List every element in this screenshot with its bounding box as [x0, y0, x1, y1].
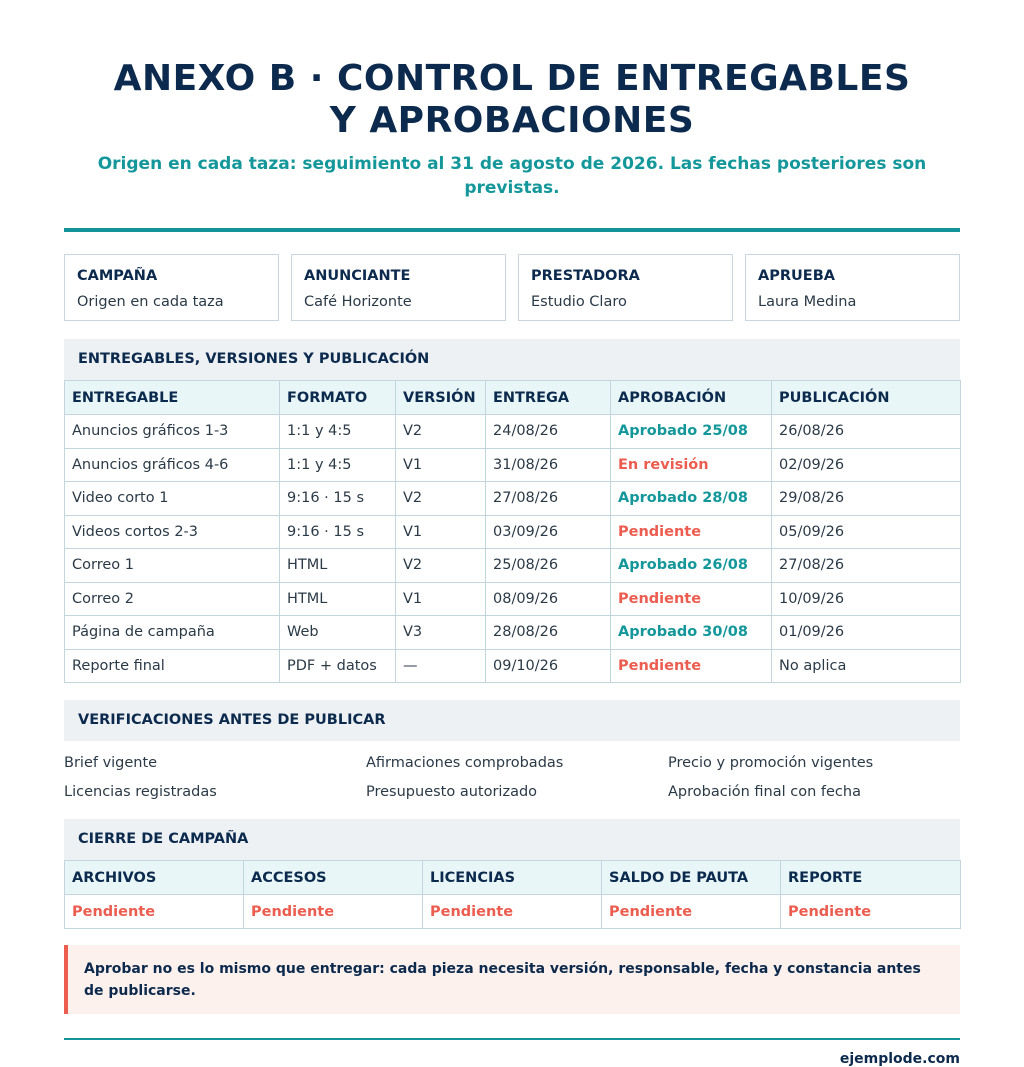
table-row	[65, 895, 961, 929]
status-cell: Pendiente	[423, 895, 602, 929]
cell-delivery: 24/08/26	[486, 415, 611, 449]
cell-version: V1	[396, 515, 486, 549]
column-header: ENTREGABLE	[65, 381, 280, 415]
cell-format: HTML	[280, 582, 396, 616]
column-header: LICENCIAS	[423, 861, 602, 895]
status-cell: Pendiente	[65, 895, 244, 929]
table-row	[65, 448, 961, 482]
section-heading-checks: VERIFICACIONES ANTES DE PUBLICAR	[64, 700, 960, 741]
cell-delivery: 28/08/26	[486, 616, 611, 650]
cell-approval: Aprobado 30/08	[611, 616, 772, 650]
cell-delivery: 03/09/26	[486, 515, 611, 549]
column-header: ENTREGA	[486, 381, 611, 415]
cell-delivery: 09/10/26	[486, 649, 611, 683]
cell-version: —	[396, 649, 486, 683]
table-row	[65, 649, 961, 683]
check-item: Afirmaciones comprobadas	[366, 755, 564, 771]
card-campaign	[64, 254, 279, 321]
cell-approval: En revisión	[611, 448, 772, 482]
subtitle: Origen en cada taza: seguimiento al 31 de agosto de 2026. Las fechas posteriores son previstas.	[97, 154, 927, 198]
cell-publication: 10/09/26	[772, 582, 961, 616]
cell-publication: 02/09/26	[772, 448, 961, 482]
table-row	[65, 616, 961, 650]
card-value: Estudio Claro	[531, 294, 627, 310]
cell-format: 9:16 · 15 s	[280, 482, 396, 516]
footer-divider	[64, 1038, 960, 1040]
cell-format: PDF + datos	[280, 649, 396, 683]
document-page	[64, 0, 960, 1067]
column-header: PUBLICACIÓN	[772, 381, 961, 415]
cell-deliverable: Página de campaña	[65, 616, 280, 650]
cell-format: Web	[280, 616, 396, 650]
cell-format: 1:1 y 4:5	[280, 448, 396, 482]
cell-deliverable: Correo 2	[65, 582, 280, 616]
cell-approval: Aprobado 28/08	[611, 482, 772, 516]
card-approver	[745, 254, 960, 321]
deliverables-table	[64, 380, 961, 683]
card-label: PRESTADORA	[531, 268, 640, 284]
footer-site: ejemplode.com	[839, 1051, 960, 1067]
title-line-2: Y APROBACIONES	[329, 100, 695, 141]
cell-deliverable: Anuncios gráficos 4-6	[65, 448, 280, 482]
card-label: ANUNCIANTE	[304, 268, 411, 284]
check-item: Licencias registradas	[64, 784, 217, 800]
card-advertiser	[291, 254, 506, 321]
cell-format: 1:1 y 4:5	[280, 415, 396, 449]
card-label: APRUEBA	[758, 268, 835, 284]
card-value: Laura Medina	[758, 294, 857, 310]
card-label: CAMPAÑA	[77, 268, 158, 284]
check-item: Brief vigente	[64, 755, 158, 771]
warning-note: Aprobar no es lo mismo que entregar: cada pieza necesita versión, responsable, fecha y constancia antes de publicarse.	[64, 945, 960, 1014]
closing-table	[64, 860, 961, 929]
table-row	[65, 582, 961, 616]
cell-delivery: 27/08/26	[486, 482, 611, 516]
cell-format: HTML	[280, 549, 396, 583]
cell-publication: No aplica	[772, 649, 961, 683]
cell-deliverable: Videos cortos 2-3	[65, 515, 280, 549]
cell-deliverable: Reporte final	[65, 649, 280, 683]
cell-publication: 27/08/26	[772, 549, 961, 583]
cell-approval: Pendiente	[611, 515, 772, 549]
column-header: VERSIÓN	[396, 381, 486, 415]
header-divider	[64, 228, 960, 232]
column-header: APROBACIÓN	[611, 381, 772, 415]
status-cell: Pendiente	[602, 895, 781, 929]
status-cell: Pendiente	[244, 895, 423, 929]
cell-deliverable: Anuncios gráficos 1-3	[65, 415, 280, 449]
table-header-row	[65, 381, 961, 415]
section-heading-closing: CIERRE DE CAMPAÑA	[64, 819, 960, 860]
cell-publication: 29/08/26	[772, 482, 961, 516]
cell-deliverable: Video corto 1	[65, 482, 280, 516]
status-cell: Pendiente	[781, 895, 961, 929]
cell-version: V3	[396, 616, 486, 650]
column-header: SALDO DE PAUTA	[602, 861, 781, 895]
check-item: Precio y promoción vigentes	[668, 755, 874, 771]
cell-delivery: 25/08/26	[486, 549, 611, 583]
cell-publication: 05/09/26	[772, 515, 961, 549]
cell-version: V2	[396, 415, 486, 449]
info-cards	[64, 254, 960, 321]
column-header: ARCHIVOS	[65, 861, 244, 895]
check-item: Aprobación final con fecha	[668, 784, 861, 800]
section-heading-deliverables: ENTREGABLES, VERSIONES Y PUBLICACIÓN	[64, 339, 960, 380]
title-line-1: ANEXO B · CONTROL DE ENTREGABLES	[113, 58, 911, 99]
table-header-row	[65, 861, 961, 895]
table-row	[65, 549, 961, 583]
checks-list	[64, 753, 960, 802]
card-value: Café Horizonte	[304, 294, 412, 310]
page-title	[64, 58, 960, 142]
cell-format: 9:16 · 15 s	[280, 515, 396, 549]
table-row	[65, 482, 961, 516]
cell-approval: Aprobado 26/08	[611, 549, 772, 583]
column-header: REPORTE	[781, 861, 961, 895]
cell-publication: 01/09/26	[772, 616, 961, 650]
cell-delivery: 31/08/26	[486, 448, 611, 482]
cell-publication: 26/08/26	[772, 415, 961, 449]
card-value: Origen en cada taza	[77, 294, 224, 310]
cell-version: V2	[396, 482, 486, 516]
table-row	[65, 415, 961, 449]
cell-delivery: 08/09/26	[486, 582, 611, 616]
table-row	[65, 515, 961, 549]
column-header: FORMATO	[280, 381, 396, 415]
check-item: Presupuesto autorizado	[366, 784, 538, 800]
cell-version: V1	[396, 582, 486, 616]
cell-approval: Pendiente	[611, 649, 772, 683]
cell-version: V2	[396, 549, 486, 583]
column-header: ACCESOS	[244, 861, 423, 895]
cell-approval: Aprobado 25/08	[611, 415, 772, 449]
cell-approval: Pendiente	[611, 582, 772, 616]
cell-deliverable: Correo 1	[65, 549, 280, 583]
cell-version: V1	[396, 448, 486, 482]
card-provider	[518, 254, 733, 321]
